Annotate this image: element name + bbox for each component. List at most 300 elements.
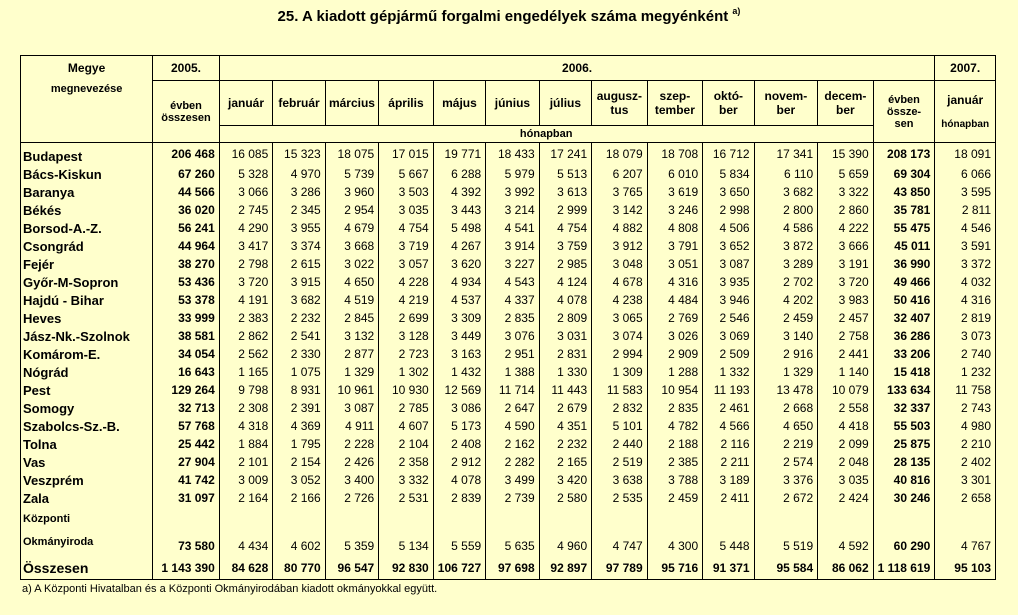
value-2006-month: 3 682 (754, 183, 818, 201)
value-2007-jan: 11 758 (935, 381, 996, 399)
header-line: összesen (161, 111, 211, 124)
value-2006-month: 2 459 (754, 309, 818, 327)
value-2005-total: 16 643 (153, 363, 220, 381)
value-2005-total: 33 999 (153, 309, 220, 327)
value-2006-month: 2 391 (273, 399, 325, 417)
value-2006-month: 3 332 (379, 471, 433, 489)
value-2006-month: 91 371 (703, 557, 754, 580)
value-2006-total: 33 206 (873, 345, 935, 363)
value-2006-month: 2 519 (592, 453, 648, 471)
value-2006-month: 17 241 (539, 143, 591, 166)
value-2006-month: 2 459 (647, 489, 703, 507)
value-2005-total: 38 581 (153, 327, 220, 345)
value-2006-month: 4 290 (219, 219, 272, 237)
value-2006-month: 3 086 (433, 399, 485, 417)
county-name (21, 219, 153, 237)
value-2006-month: 4 934 (433, 273, 485, 291)
value-2006-month: 5 134 (379, 507, 433, 557)
value-2006-month: 2 546 (703, 309, 754, 327)
value-2006-month: 4 484 (647, 291, 703, 309)
value-2006-month: 5 101 (592, 417, 648, 435)
value-2006-month: 4 679 (325, 219, 378, 237)
value-2005-total: 38 270 (153, 255, 220, 273)
value-2006-month: 97 789 (592, 557, 648, 580)
county-name-line: Nógrád (23, 364, 69, 380)
value-2006-month: 2 916 (754, 345, 818, 363)
value-2006-month: 4 202 (754, 291, 818, 309)
header-month-8 (647, 81, 703, 126)
table-row (21, 417, 996, 435)
header-line: ber (776, 103, 796, 117)
value-2006-month: 3 719 (379, 237, 433, 255)
header-month-11 (818, 81, 874, 126)
county-name (21, 201, 153, 219)
county-name-line: Borsod-A.-Z. (23, 220, 102, 236)
value-2006-month: 10 930 (379, 381, 433, 399)
table-row (21, 237, 996, 255)
header-month-10 (754, 81, 818, 126)
value-2006-month: 3 048 (592, 255, 648, 273)
header-line: szep- (659, 89, 691, 103)
value-2006-month: 4 318 (219, 417, 272, 435)
value-2006-month: 3 031 (539, 327, 591, 345)
county-name-line: Jász-Nk.-Szolnok (23, 328, 130, 344)
value-2006-total: 40 816 (873, 471, 935, 489)
header-line: októ- (713, 89, 744, 103)
value-2006-month: 3 322 (818, 183, 874, 201)
county-name (21, 165, 153, 183)
vehicle-registration-table (20, 55, 996, 580)
county-name (21, 309, 153, 327)
value-2007-jan: 4 316 (935, 291, 996, 309)
value-2006-month: 4 351 (539, 417, 591, 435)
value-2006-month: 3 087 (325, 399, 378, 417)
value-2006-month: 2 162 (486, 435, 539, 453)
value-2006-total: 28 135 (873, 453, 935, 471)
value-2005-total: 129 264 (153, 381, 220, 399)
table-row (21, 345, 996, 363)
value-2006-month: 3 289 (754, 255, 818, 273)
value-2006-month: 4 808 (647, 219, 703, 237)
value-2006-month: 3 666 (818, 237, 874, 255)
value-2007-jan: 2 811 (935, 201, 996, 219)
header-evben-osszesen-2005 (153, 81, 220, 143)
value-2005-total: 31 097 (153, 489, 220, 507)
footnote: a) A Központi Hivatalban és a Központi Okmányirodában kiadott okmányokkal együtt. (22, 583, 438, 595)
kozponti-row (21, 507, 996, 557)
value-2006-month: 2 535 (592, 489, 648, 507)
value-2006-month: 17 341 (754, 143, 818, 166)
value-2006-month: 2 282 (486, 453, 539, 471)
value-2006-month: 2 699 (379, 309, 433, 327)
value-2006-total: 36 286 (873, 327, 935, 345)
value-2007-jan: 1 232 (935, 363, 996, 381)
value-2006-total: 50 416 (873, 291, 935, 309)
header-honapban: hónapban (219, 126, 873, 143)
value-2006-month: 4 392 (433, 183, 485, 201)
value-2006-total: 60 290 (873, 507, 935, 557)
value-2007-jan: 3 073 (935, 327, 996, 345)
value-2006-month: 3 791 (647, 237, 703, 255)
value-2006-month: 4 541 (486, 219, 539, 237)
value-2006-month: 4 078 (433, 471, 485, 489)
value-2006-month: 5 519 (754, 507, 818, 557)
value-2006-month: 10 961 (325, 381, 378, 399)
value-2006-month: 4 078 (539, 291, 591, 309)
value-2005-total: 53 436 (153, 273, 220, 291)
county-name-line: Somogy (23, 400, 75, 416)
table-row (21, 399, 996, 417)
value-2006-month: 16 085 (219, 143, 272, 166)
value-2006-month: 6 010 (647, 165, 703, 183)
header-line: novem- (764, 89, 808, 103)
header-line: évben (170, 99, 202, 112)
value-2006-month: 5 979 (486, 165, 539, 183)
value-2006-month: 1 288 (647, 363, 703, 381)
value-2006-month: 2 835 (647, 399, 703, 417)
county-name (21, 273, 153, 291)
value-2006-month: 3 009 (219, 471, 272, 489)
value-2006-month: 17 015 (379, 143, 433, 166)
value-2006-month: 2 116 (703, 435, 754, 453)
value-2006-month: 3 051 (647, 255, 703, 273)
value-2006-month: 1 329 (754, 363, 818, 381)
value-2006-month: 4 960 (539, 507, 591, 557)
value-2006-month: 4 519 (325, 291, 378, 309)
table-row (21, 201, 996, 219)
table-row (21, 489, 996, 507)
value-2006-month: 106 727 (433, 557, 485, 580)
header-month-1 (273, 81, 325, 126)
value-2007-jan: 3 591 (935, 237, 996, 255)
table-row (21, 381, 996, 399)
value-2007-jan: 4 980 (935, 417, 996, 435)
value-2006-month: 2 758 (818, 327, 874, 345)
value-2006-month: 2 461 (703, 399, 754, 417)
county-name-line: Budapest (23, 148, 83, 164)
value-2006-month: 2 562 (219, 345, 272, 363)
value-2006-month: 2 509 (703, 345, 754, 363)
header-line: tember (654, 103, 695, 117)
value-2006-month: 97 698 (486, 557, 539, 580)
value-2006-month: 4 418 (818, 417, 874, 435)
value-2006-month: 4 219 (379, 291, 433, 309)
value-2006-month: 92 897 (539, 557, 591, 580)
value-2006-month: 11 583 (592, 381, 648, 399)
value-2006-month: 3 759 (539, 237, 591, 255)
value-2006-month: 2 574 (754, 453, 818, 471)
value-2006-total: 43 850 (873, 183, 935, 201)
county-name-line: Zala (23, 490, 50, 506)
value-2006-month: 4 754 (379, 219, 433, 237)
table-row (21, 219, 996, 237)
value-2006-month: 4 747 (592, 507, 648, 557)
value-2005-total: 34 054 (153, 345, 220, 363)
value-2006-month: 11 714 (486, 381, 539, 399)
header-line: ber (836, 103, 855, 117)
county-name (21, 399, 153, 417)
value-2006-total: 25 875 (873, 435, 935, 453)
value-2007-jan: 2 743 (935, 399, 996, 417)
value-2006-month: 5 448 (703, 507, 754, 557)
value-2006-month: 92 830 (379, 557, 433, 580)
value-2006-total: 49 466 (873, 273, 935, 291)
value-2006-month: 4 678 (592, 273, 648, 291)
value-2006-month: 4 592 (818, 507, 874, 557)
value-2006-month: 3 069 (703, 327, 754, 345)
value-2006-month: 4 970 (273, 165, 325, 183)
value-2006-month: 3 620 (433, 255, 485, 273)
value-2006-month: 2 831 (539, 345, 591, 363)
county-name-line: Pest (23, 382, 51, 398)
county-name-line: Bács-Kiskun (23, 166, 102, 182)
county-name (21, 255, 153, 273)
table-row (21, 309, 996, 327)
value-2006-month: 1 309 (592, 363, 648, 381)
value-2006-month: 3 915 (273, 273, 325, 291)
value-2006-month: 5 739 (325, 165, 378, 183)
value-2006-month: 2 457 (818, 309, 874, 327)
value-2007-jan: 3 301 (935, 471, 996, 489)
value-2006-month: 2 099 (818, 435, 874, 453)
table-row (21, 291, 996, 309)
value-2006-month: 9 798 (219, 381, 272, 399)
value-2006-month: 3 374 (273, 237, 325, 255)
value-2006-month: 2 424 (818, 489, 874, 507)
value-2006-month: 3 449 (433, 327, 485, 345)
county-name (21, 345, 153, 363)
value-2006-month: 2 954 (325, 201, 378, 219)
value-2007-jan: 3 372 (935, 255, 996, 273)
value-2006-month: 5 328 (219, 165, 272, 183)
value-2006-month: 2 800 (754, 201, 818, 219)
county-name (21, 143, 153, 166)
value-2006-month: 2 440 (592, 435, 648, 453)
county-name-line: Győr-M-Sopron (23, 274, 119, 290)
header-month-7 (592, 81, 648, 126)
value-2005-total: 206 468 (153, 143, 220, 166)
county-name (21, 381, 153, 399)
value-2006-month: 5 667 (379, 165, 433, 183)
header-month-3 (379, 81, 433, 126)
county-name-line: Veszprém (23, 472, 84, 488)
value-2006-month: 3 065 (592, 309, 648, 327)
value-2005-total: 25 442 (153, 435, 220, 453)
table-row (21, 435, 996, 453)
county-name-line: Okmányiroda (23, 536, 94, 548)
value-2006-month: 2 999 (539, 201, 591, 219)
value-2006-month: 3 400 (325, 471, 378, 489)
value-2006-month: 2 723 (379, 345, 433, 363)
value-2006-month: 2 211 (703, 453, 754, 471)
county-name-line: Heves (23, 310, 62, 326)
value-2007-jan: 2 658 (935, 489, 996, 507)
county-name (21, 237, 153, 255)
value-2006-month: 2 679 (539, 399, 591, 417)
value-2005-total: 27 904 (153, 453, 220, 471)
value-2006-month: 3 142 (592, 201, 648, 219)
value-2006-month: 4 506 (703, 219, 754, 237)
value-2006-month: 3 076 (486, 327, 539, 345)
value-2006-month: 5 659 (818, 165, 874, 183)
value-2006-month: 2 798 (219, 255, 272, 273)
value-2006-month: 3 499 (486, 471, 539, 489)
value-2005-total: 67 260 (153, 165, 220, 183)
value-2006-month: 1 165 (219, 363, 272, 381)
value-2006-month: 18 079 (592, 143, 648, 166)
value-2005-total: 57 768 (153, 417, 220, 435)
value-2006-month: 2 702 (754, 273, 818, 291)
value-2006-month: 2 912 (433, 453, 485, 471)
value-2006-month: 2 228 (325, 435, 378, 453)
value-2006-month: 3 189 (703, 471, 754, 489)
county-name (21, 471, 153, 489)
value-2006-month: 18 433 (486, 143, 539, 166)
value-2006-month: 3 668 (325, 237, 378, 255)
value-2006-month: 3 720 (219, 273, 272, 291)
value-2007-jan: 95 103 (935, 557, 996, 580)
value-2006-month: 3 087 (703, 255, 754, 273)
value-2006-month: 1 302 (379, 363, 433, 381)
value-2006-month: 6 288 (433, 165, 485, 183)
value-2005-total: 53 378 (153, 291, 220, 309)
header-month-9 (703, 81, 754, 126)
value-2006-month: 18 075 (325, 143, 378, 166)
value-2006-month: 4 300 (647, 507, 703, 557)
value-2006-month: 2 104 (379, 435, 433, 453)
value-2006-month: 4 650 (754, 417, 818, 435)
value-2006-month: 3 128 (379, 327, 433, 345)
table-row (21, 363, 996, 381)
value-2006-month: 2 835 (486, 309, 539, 327)
value-2006-month: 2 745 (219, 201, 272, 219)
table-row (21, 255, 996, 273)
value-2007-jan: 2 210 (935, 435, 996, 453)
value-2006-month: 2 647 (486, 399, 539, 417)
value-2006-total: 55 475 (873, 219, 935, 237)
value-2006-month: 3 682 (273, 291, 325, 309)
value-2006-month: 2 164 (219, 489, 272, 507)
value-2006-total: 55 503 (873, 417, 935, 435)
value-2006-month: 4 337 (486, 291, 539, 309)
county-name-line: Tolna (23, 436, 57, 452)
value-2006-month: 2 358 (379, 453, 433, 471)
header-line: decem- (824, 89, 867, 103)
value-2006-month: 2 994 (592, 345, 648, 363)
value-2006-month: 95 584 (754, 557, 818, 580)
value-2006-month: 3 650 (703, 183, 754, 201)
header-month-2 (325, 81, 378, 126)
value-2006-month: 3 503 (379, 183, 433, 201)
value-2006-total: 32 407 (873, 309, 935, 327)
value-2006-month: 5 173 (433, 417, 485, 435)
value-2006-month: 12 569 (433, 381, 485, 399)
value-2006-month: 2 441 (818, 345, 874, 363)
county-name-line: Csongrád (23, 238, 84, 254)
county-name-line: Összesen (23, 560, 89, 576)
table-row (21, 143, 996, 166)
header-line: május (442, 96, 477, 110)
value-2006-month: 4 316 (647, 273, 703, 291)
value-2006-month: 2 985 (539, 255, 591, 273)
value-2006-month: 2 308 (219, 399, 272, 417)
header-2007-month: január (947, 93, 984, 107)
header-line: ber (719, 103, 738, 117)
value-2006-month: 4 590 (486, 417, 539, 435)
value-2005-total: 56 241 (153, 219, 220, 237)
county-name (21, 557, 153, 580)
value-2006-month: 5 635 (486, 507, 539, 557)
county-name-line: Központi (23, 513, 71, 525)
value-2006-month: 3 074 (592, 327, 648, 345)
value-2006-month: 3 420 (539, 471, 591, 489)
value-2006-month: 1 140 (818, 363, 874, 381)
header-month-4 (433, 81, 485, 126)
county-name (21, 291, 153, 309)
value-2006-month: 4 586 (754, 219, 818, 237)
value-2005-total: 36 020 (153, 201, 220, 219)
value-2006-month: 10 079 (818, 381, 874, 399)
value-2006-month: 3 983 (818, 291, 874, 309)
value-2006-month: 2 558 (818, 399, 874, 417)
value-2006-total: 133 634 (873, 381, 935, 399)
header-month-5 (486, 81, 539, 126)
value-2007-jan: 3 595 (935, 183, 996, 201)
value-2006-month: 18 708 (647, 143, 703, 166)
value-2006-month: 3 992 (486, 183, 539, 201)
value-2006-month: 2 862 (219, 327, 272, 345)
value-2006-month: 2 726 (325, 489, 378, 507)
value-2006-total: 69 304 (873, 165, 935, 183)
header-line: augusz- (596, 89, 643, 103)
value-2007-jan: 18 091 (935, 143, 996, 166)
value-2006-month: 6 110 (754, 165, 818, 183)
value-2006-month: 4 238 (592, 291, 648, 309)
value-2006-month: 4 566 (703, 417, 754, 435)
value-2006-month: 1 795 (273, 435, 325, 453)
value-2006-month: 4 911 (325, 417, 378, 435)
value-2005-total: 44 566 (153, 183, 220, 201)
value-2005-total: 73 580 (153, 507, 220, 557)
table-row (21, 327, 996, 345)
value-2006-month: 3 960 (325, 183, 378, 201)
value-2006-month: 3 227 (486, 255, 539, 273)
value-2006-month: 2 232 (539, 435, 591, 453)
value-2006-month: 3 132 (325, 327, 378, 345)
value-2006-month: 3 035 (379, 201, 433, 219)
value-2006-month: 2 383 (219, 309, 272, 327)
value-2006-month: 11 443 (539, 381, 591, 399)
value-2006-month: 2 672 (754, 489, 818, 507)
value-2006-month: 3 022 (325, 255, 378, 273)
value-2006-month: 4 124 (539, 273, 591, 291)
value-2006-month: 3 955 (273, 219, 325, 237)
value-2006-month: 2 411 (703, 489, 754, 507)
value-2006-month: 95 716 (647, 557, 703, 580)
value-2006-month: 3 286 (273, 183, 325, 201)
value-2006-total: 45 011 (873, 237, 935, 255)
value-2006-month: 2 531 (379, 489, 433, 507)
value-2006-month: 2 165 (539, 453, 591, 471)
value-2006-month: 4 754 (539, 219, 591, 237)
header-line: tus (610, 103, 629, 117)
value-2006-month: 3 720 (818, 273, 874, 291)
county-name (21, 435, 153, 453)
value-2006-month: 3 057 (379, 255, 433, 273)
value-2006-month: 2 739 (486, 489, 539, 507)
county-name (21, 489, 153, 507)
value-2006-total: 35 781 (873, 201, 935, 219)
